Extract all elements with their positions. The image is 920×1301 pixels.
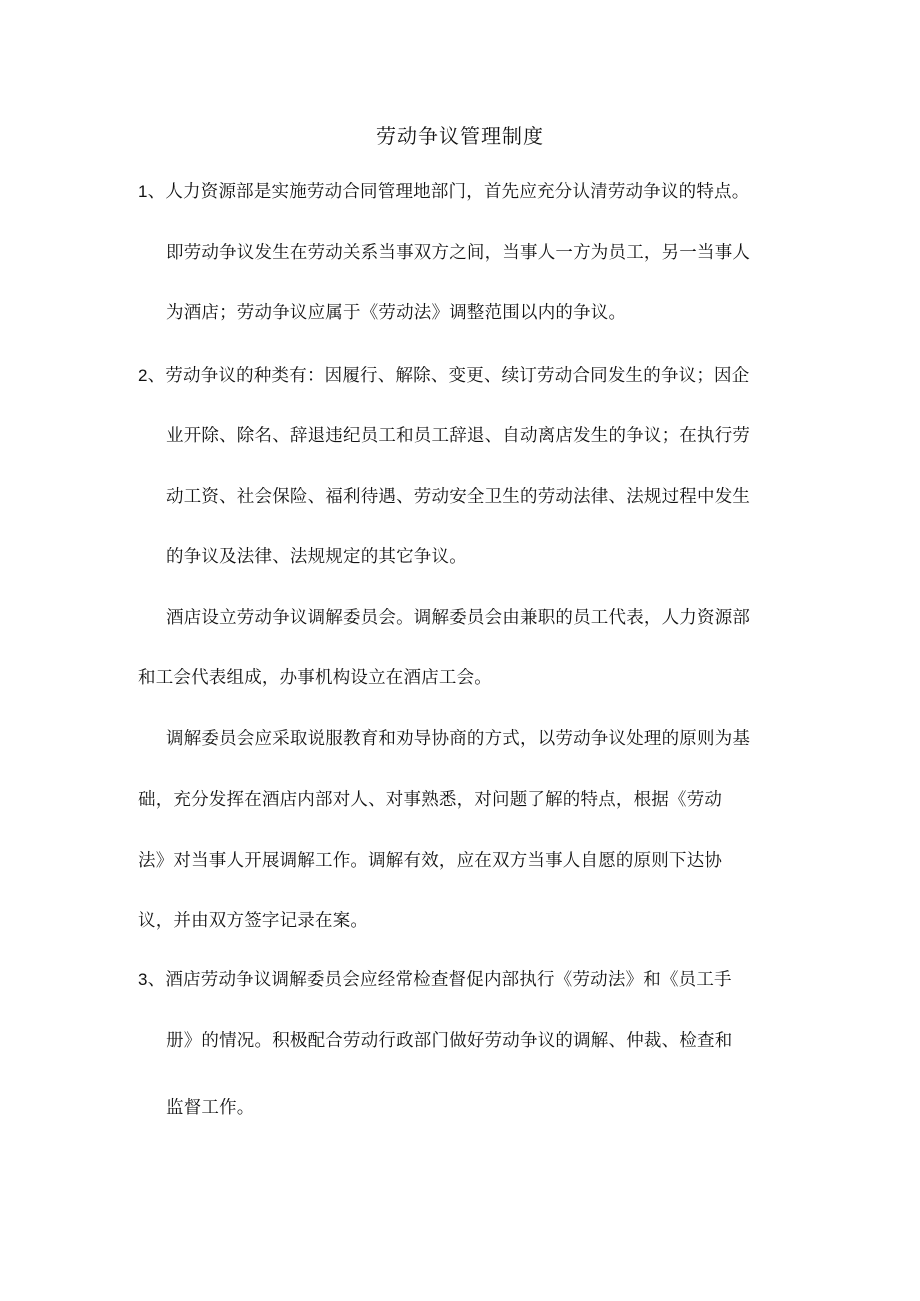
mediation-line-1: 调解委员会应采取说服教育和劝导协商的方式，以劳动争议处理的原则为基 — [166, 729, 751, 749]
mediation-line-2: 础，充分发挥在酒店内部对人、对事熟悉，对问题了解的特点，根据《劳动 — [138, 790, 723, 810]
item-1-line-1 — [138, 179, 749, 205]
item-3-line-1 — [138, 967, 732, 993]
item-2-line-4: 的争议及法律、法规规定的其它争议。 — [166, 547, 467, 567]
committee-line-1: 酒店设立劳动争议调解委员会。调解委员会由兼职的员工代表，人力资源部 — [166, 608, 751, 628]
mediation-line-3: 法》对当事人开展调解工作。调解有效，应在双方当事人自愿的原则下达协 — [138, 851, 723, 871]
item-1-line-3: 为酒店；劳动争议应属于《劳动法》调整范围以内的争议。 — [166, 303, 627, 323]
item-2-line-2: 业开除、除名、辞退违纪员工和员工辞退、自动离店发生的争议；在执行劳 — [166, 426, 751, 446]
item-2-line-1 — [138, 363, 749, 389]
item-2-text-1: 、劳动争议的种类有：因履行、解除、变更、续订劳动合同发生的争议；因企 — [147, 366, 750, 386]
item-1-line-2: 即劳动争议发生在劳动关系当事双方之间，当事人一方为员工，另一当事人 — [166, 243, 751, 263]
item-2-line-3: 动工资、社会保险、福利待遇、劳动安全卫生的劳动法律、法规过程中发生 — [166, 487, 751, 507]
document-title: 劳动争议管理制度 — [376, 124, 544, 148]
mediation-line-4: 议，并由双方签字记录在案。 — [138, 911, 369, 931]
committee-line-2: 和工会代表组成，办事机构设立在酒店工会。 — [138, 668, 492, 688]
item-3-line-2: 册》的情况。积极配合劳动行政部门做好劳动争议的调解、仲裁、检查和 — [166, 1031, 733, 1051]
item-3-text-1: 、酒店劳动争议调解委员会应经常检查督促内部执行《劳动法》和《员工手 — [147, 970, 732, 990]
item-3-number: 3 — [138, 970, 148, 989]
item-2-number: 2 — [138, 366, 148, 385]
item-1-number: 1 — [138, 182, 148, 201]
item-3-line-3: 监督工作。 — [166, 1098, 255, 1118]
item-1-text-1: 、人力资源部是实施劳动合同管理地部门，首先应充分认清劳动争议的特点。 — [147, 182, 750, 202]
